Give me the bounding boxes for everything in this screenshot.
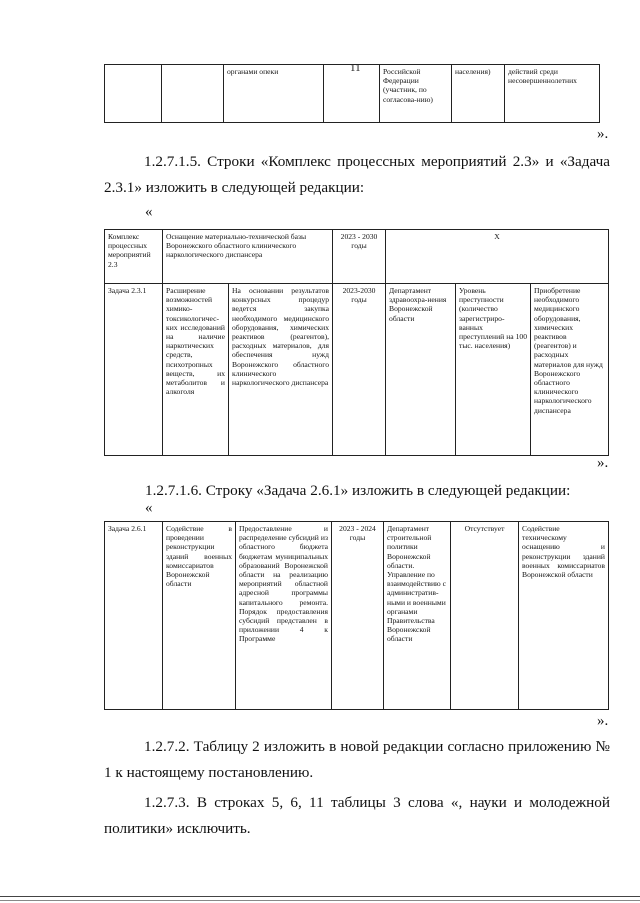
- t1-cell-7: действий среди несовершеннолетних: [505, 65, 600, 123]
- t3-c3: Предоставление и распределение субсидий из областного бюджета бюджетам муниципальных образований Воронежской области на реализацию мероприятий областной адресной программы капитального ремонта. Порядок предоставления субсидий представлен в приложении 4 к Программе: [236, 522, 332, 710]
- t2-r2-c4: 2023-2030 годы: [333, 284, 386, 456]
- t2-r2-c6: Уровень преступности (количество зарегистриро-ванных преступлений на 100 тыс. населения): [456, 284, 531, 456]
- t1-cell-4: [324, 65, 380, 123]
- table-task-2-6-1: [104, 521, 609, 710]
- end-quote-2: ».: [597, 455, 609, 471]
- t3-c6: Отсутствует: [451, 522, 519, 710]
- t2-r1-c3: 2023 - 2030 годы: [333, 230, 386, 284]
- t3-c5: Департамент строительной политики Воронежской области. Управление по взаимодействию с административ-ными и военными органами Правительства Воронежской области: [384, 522, 451, 710]
- t2-r2-c5: Департамент здравоохра-нения Воронежской области: [386, 284, 456, 456]
- t2-r2-c7: Приобретение необходимого медицинского оборудования, химических реактивов (реагентов) и расходных материалов для нужд Воронежского областного клинического наркологического диспансера: [531, 284, 609, 456]
- t2-r2-c1: Задача 2.3.1: [105, 284, 163, 456]
- end-quote-1: ».: [597, 126, 609, 142]
- t2-r2-c3: На основании результатов конкурсных процедур ведется закупка необходимого медицинского оборудования, химических реактивов (реагентов), расходных материалов, для обеспечения нужд Воронежского областного клинического наркологического диспансера: [229, 284, 333, 456]
- paragraph-1: 1.2.7.1.5. Строки «Комплекс процессных мероприятий 2.3» и «Задача 2.3.1» изложить в следующей редакции:: [104, 153, 610, 196]
- scan-edge-line-2: [0, 900, 640, 901]
- t2-r1-c4: X: [386, 230, 609, 284]
- paragraph-4: 1.2.7.3. В строках 5, 6, 11 таблицы 3 слова «, науки и молодежной политики» исключить.: [104, 794, 610, 837]
- scan-edge-line: [0, 896, 640, 897]
- t1-cell-1: [105, 65, 162, 123]
- open-quote-1: «: [145, 204, 153, 220]
- t2-r1-c2: Оснащение материально-технической базы Воронежского областного клинического наркологического диспансера: [163, 230, 333, 284]
- t2-r1-c1: Комплекс процессных мероприятий 2.3: [105, 230, 163, 284]
- paragraph-2: 1.2.7.1.6. Строку «Задача 2.6.1» изложить в следующей редакции:: [145, 482, 571, 499]
- t3-c7: Содействие техническому оснащению и реконструкции зданий военных комиссариатов Воронежской области: [519, 522, 609, 710]
- page-number: 11: [350, 62, 361, 74]
- t3-c2: Содействие в проведении реконструкции зданий военных комиссариатов Воронежской области: [163, 522, 236, 710]
- end-quote-3: ».: [597, 713, 609, 729]
- t3-c4: 2023 - 2024 годы: [332, 522, 384, 710]
- t1-cell-5: Российской Федерации (участник, по согласова-нию): [380, 65, 452, 123]
- t1-cell-6: населения): [452, 65, 505, 123]
- table-complex-2-3: [104, 229, 609, 456]
- t1-cell-2: [162, 65, 224, 123]
- paragraph-3: 1.2.7.2. Таблицу 2 изложить в новой редакции согласно приложению № 1 к настоящему постановлению.: [104, 738, 610, 781]
- t1-cell-3: органами опеки: [224, 65, 324, 123]
- t2-r2-c2: Расширение возможностей химико-токсикологичес-ких исследований на наличие наркотических средств, психотропных веществ, их метаболитов и алкоголя: [163, 284, 229, 456]
- open-quote-2: «: [145, 500, 153, 516]
- t3-c1: Задача 2.6.1: [105, 522, 163, 710]
- table-continuation: [104, 64, 600, 123]
